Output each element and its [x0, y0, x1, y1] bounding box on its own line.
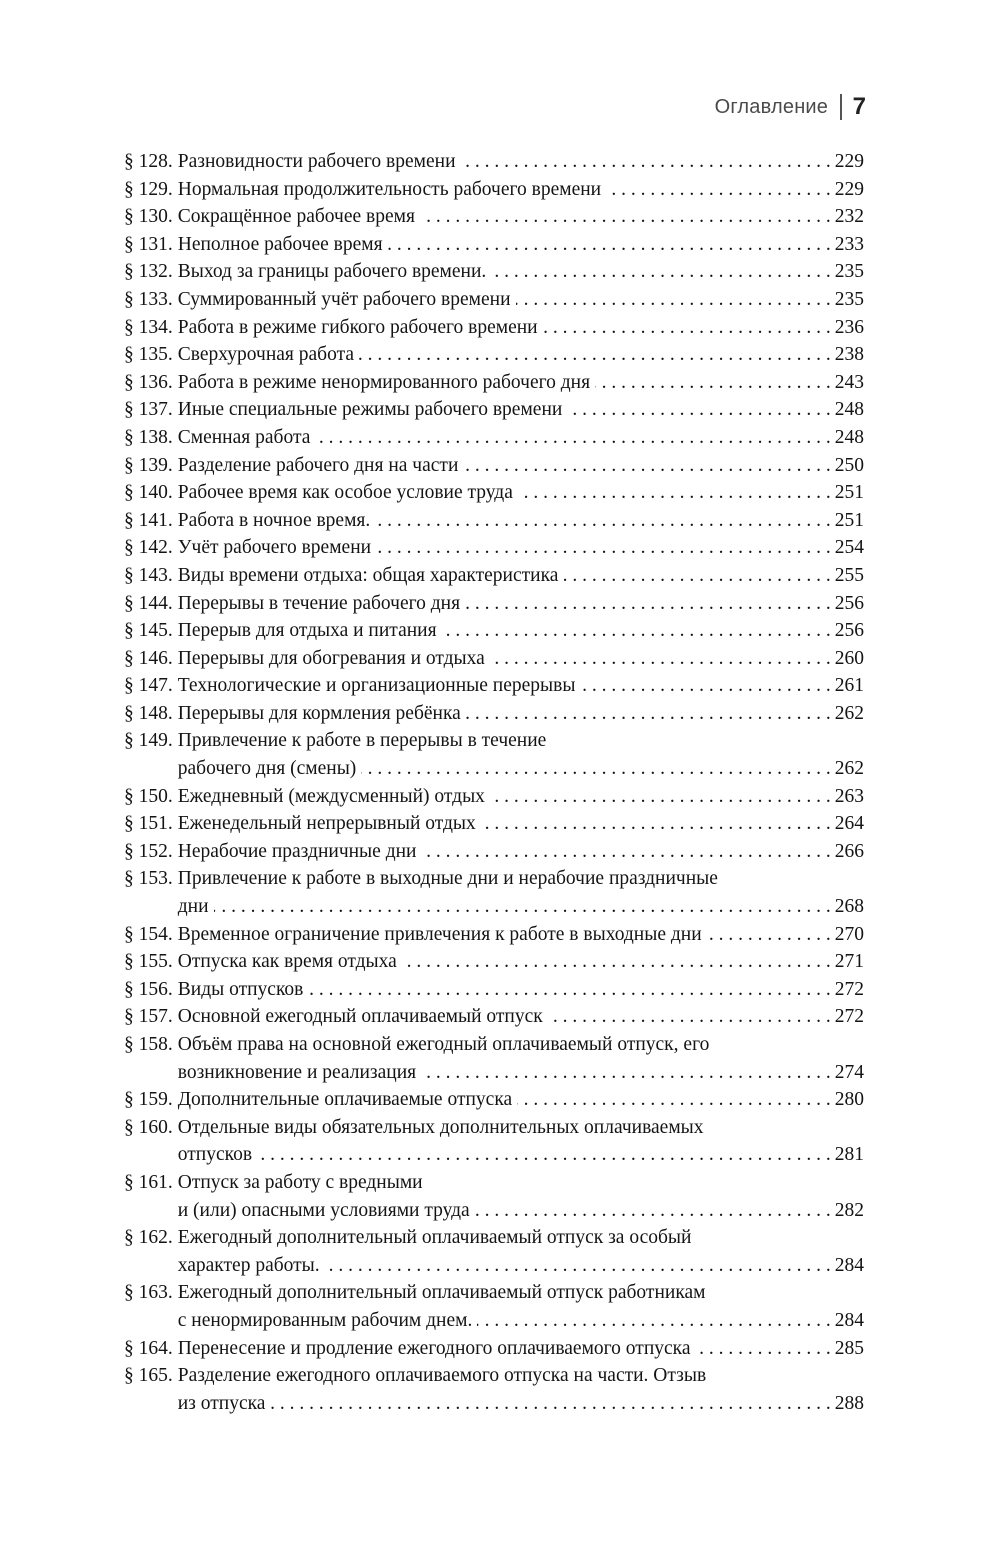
toc-entry[interactable] — [124, 396, 864, 424]
toc-entry[interactable] — [124, 1003, 864, 1031]
toc-entry[interactable] — [124, 865, 864, 920]
entry-page-number: 251 — [834, 482, 864, 504]
entry-body — [178, 562, 864, 590]
toc-entry[interactable] — [124, 617, 864, 645]
entry-last-line — [178, 1252, 864, 1280]
section-title: Оглавление — [714, 95, 829, 118]
toc-entry[interactable] — [124, 1335, 864, 1363]
entry-title-line: отпусков — [177, 1144, 253, 1166]
entry-last-line — [178, 424, 864, 452]
entry-body — [178, 810, 864, 838]
entry-last-line — [178, 369, 864, 397]
entry-last-line — [178, 258, 864, 286]
entry-body — [178, 203, 864, 231]
section-number: § 163. — [124, 1282, 173, 1304]
dot-leader — [567, 396, 830, 424]
dot-leader — [466, 700, 831, 728]
section-number: § 153. — [124, 868, 173, 890]
section-number: § 128. — [124, 151, 173, 172]
dot-leader — [481, 810, 831, 838]
toc-entry[interactable] — [124, 1169, 864, 1224]
section-number: § 141. — [124, 509, 173, 531]
toc-entry[interactable] — [124, 700, 864, 728]
entry-body — [178, 838, 864, 866]
entry-page-number: 263 — [834, 785, 864, 807]
entry-last-line — [178, 148, 864, 176]
dot-leader — [420, 203, 831, 231]
toc-entry[interactable] — [124, 783, 864, 811]
entry-page-number: 255 — [834, 564, 864, 586]
entry-page-number: 272 — [834, 978, 864, 1000]
entry-title-line: Нормальная продолжительность рабочего времени — [177, 178, 602, 200]
entry-body — [178, 369, 864, 397]
entry-last-line — [178, 534, 864, 562]
toc-entry[interactable] — [124, 424, 864, 452]
dot-leader — [563, 562, 830, 590]
entry-last-line — [178, 617, 864, 645]
entry-title-line: Перерывы для обогревания и отдыха — [177, 647, 485, 669]
entry-title-line: Временное ограничение привлечения к работе в выходные дни — [177, 923, 702, 945]
entry-title-line: Разделение ежегодного оплачиваемого отпуска на части. Отзыв — [177, 1365, 707, 1387]
entry-page-number: 280 — [834, 1089, 864, 1111]
entry-title-line: рабочего дня (смены) — [177, 758, 357, 780]
section-number: § 135. — [124, 344, 173, 366]
dot-leader — [270, 1390, 830, 1418]
entry-body — [178, 1335, 864, 1363]
entry-body — [178, 1224, 864, 1279]
toc-entry[interactable] — [124, 1362, 864, 1417]
entry-page-number: 235 — [834, 288, 864, 310]
section-number: § 159. — [124, 1089, 173, 1111]
entry-title-line: Ежегодный дополнительный оплачиваемый отпуск за особый — [177, 1227, 692, 1249]
dot-leader — [461, 148, 831, 176]
section-number: § 132. — [124, 261, 173, 283]
toc-entry[interactable] — [124, 1114, 864, 1169]
toc-entry[interactable] — [124, 452, 864, 480]
entry-body — [178, 148, 864, 176]
entry-page-number: 229 — [834, 151, 864, 172]
entry-page-number: 238 — [834, 344, 864, 366]
entry-last-line — [178, 396, 864, 424]
dot-leader — [257, 1141, 831, 1169]
section-number: § 140. — [124, 482, 173, 504]
entry-body — [178, 1279, 864, 1334]
entry-title-line: Дополнительные оплачиваемые отпуска — [177, 1089, 513, 1111]
entry-body — [178, 396, 864, 424]
entry-title-line: Отпуск за работу с вредными — [177, 1171, 423, 1193]
entry-title-line: Объём права на основной ежегодный оплачиваемый отпуск, его — [177, 1034, 710, 1055]
entry-body — [178, 1114, 864, 1169]
entry-body — [178, 976, 864, 1004]
header-divider — [840, 94, 842, 120]
entry-last-line — [178, 590, 864, 618]
dot-leader — [388, 231, 831, 259]
entry-body — [178, 286, 864, 314]
toc-entry[interactable] — [124, 341, 864, 369]
section-number: § 148. — [124, 702, 173, 724]
dot-leader — [375, 507, 830, 535]
entry-title-line: Сверхурочная работа — [177, 344, 354, 366]
entry-page-number: 285 — [834, 1337, 864, 1359]
entry-page-number: 274 — [834, 1061, 864, 1083]
entry-last-line — [178, 921, 864, 949]
section-number: § 158. — [124, 1034, 173, 1055]
dot-leader — [308, 976, 830, 1004]
section-number: § 133. — [124, 288, 173, 310]
entry-body — [178, 1003, 864, 1031]
dot-leader — [465, 590, 831, 618]
toc-entry[interactable] — [124, 948, 864, 976]
section-number: § 164. — [124, 1337, 173, 1359]
toc-entry[interactable] — [124, 810, 864, 838]
dot-leader — [463, 452, 830, 480]
dot-leader — [477, 1307, 830, 1335]
entry-last-line — [178, 479, 864, 507]
entry-body — [178, 507, 864, 535]
entry-page-number: 256 — [834, 592, 864, 614]
section-number: § 155. — [124, 951, 173, 973]
entry-last-line — [178, 672, 864, 700]
entry-title-line: Основной ежегодный оплачиваемый отпуск — [177, 1006, 543, 1028]
entry-title-line: Суммированный учёт рабочего времени — [177, 288, 511, 310]
entry-title-line: Виды времени отдыха: общая характеристика — [177, 564, 559, 586]
section-number: § 139. — [124, 454, 173, 476]
toc-entry[interactable] — [124, 231, 864, 259]
entry-title-line: Отдельные виды обязательных дополнительных оплачиваемых — [177, 1116, 704, 1138]
entry-title-line: Еженедельный непрерывный отдых — [177, 813, 476, 835]
section-number: § 149. — [124, 730, 173, 752]
entry-page-number: 264 — [834, 813, 864, 835]
section-number: § 160. — [124, 1116, 173, 1138]
entry-body — [178, 672, 864, 700]
entry-title-line: Выход за границы рабочего времени. — [177, 261, 487, 283]
section-number: § 161. — [124, 1171, 173, 1193]
toc-entry[interactable] — [124, 1279, 864, 1334]
entry-last-line — [178, 203, 864, 231]
entry-body — [178, 865, 864, 920]
toc-entry[interactable] — [124, 203, 864, 231]
entry-last-line — [178, 645, 864, 673]
entry-body — [178, 948, 864, 976]
section-number: § 130. — [124, 206, 173, 228]
entry-page-number: 281 — [834, 1144, 864, 1166]
entry-title-line: возникновение и реализация — [177, 1061, 417, 1083]
dot-leader — [696, 1335, 831, 1363]
toc-entry[interactable] — [124, 645, 864, 673]
section-number: § 147. — [124, 675, 173, 697]
entry-page-number: 256 — [834, 620, 864, 642]
entry-title-line: Иные специальные режимы рабочего времени — [177, 399, 563, 421]
entry-last-line — [178, 1141, 864, 1169]
entry-page-number: 268 — [834, 896, 864, 918]
dot-leader — [475, 1197, 831, 1225]
dot-leader — [421, 838, 830, 866]
entry-last-line — [178, 1197, 864, 1225]
dot-leader — [402, 948, 831, 976]
entry-body — [178, 1169, 864, 1224]
toc-entry[interactable] — [124, 1031, 864, 1086]
toc-entry[interactable] — [124, 727, 864, 782]
section-number: § 134. — [124, 316, 173, 338]
entry-page-number: 271 — [834, 951, 864, 973]
entry-body — [178, 1031, 864, 1086]
toc-entry[interactable] — [124, 534, 864, 562]
toc-entry[interactable] — [124, 921, 864, 949]
entry-body — [178, 645, 864, 673]
section-number: § 157. — [124, 1006, 173, 1028]
dot-leader — [376, 534, 831, 562]
section-number: § 143. — [124, 564, 173, 586]
toc-entry[interactable] — [124, 479, 864, 507]
entry-title-line: Отпуска как время отдыха — [177, 951, 397, 973]
entry-page-number: 250 — [834, 454, 864, 476]
entry-title-line: из отпуска — [177, 1392, 266, 1414]
entry-page-number: 260 — [834, 647, 864, 669]
entry-last-line — [178, 286, 864, 314]
section-number: § 138. — [124, 426, 173, 448]
section-number: § 136. — [124, 371, 173, 393]
table-of-contents — [124, 148, 864, 1417]
section-number: § 144. — [124, 592, 173, 614]
entry-title-line: Перерывы для кормления ребёнка — [177, 702, 461, 724]
entry-body — [178, 314, 864, 342]
entry-body — [178, 452, 864, 480]
dot-leader — [707, 921, 831, 949]
entry-last-line — [178, 562, 864, 590]
dot-leader — [548, 1003, 831, 1031]
entry-last-line — [178, 838, 864, 866]
entry-title-line: Рабочее время как особое условие труда — [177, 482, 513, 504]
section-number: § 152. — [124, 840, 173, 862]
dot-leader — [606, 176, 831, 204]
entry-page-number: 248 — [834, 426, 864, 448]
section-number: § 137. — [124, 399, 173, 421]
entry-body — [178, 258, 864, 286]
entry-last-line — [178, 948, 864, 976]
entry-last-line — [178, 755, 864, 783]
entry-title-line: Работа в режиме ненормированного рабочего дня — [177, 371, 591, 393]
entry-title-line: Разделение рабочего дня на части — [177, 454, 459, 476]
section-number: § 129. — [124, 178, 173, 200]
dot-leader — [517, 1086, 831, 1114]
entry-body — [178, 1086, 864, 1114]
toc-entry[interactable] — [124, 369, 864, 397]
entry-last-line — [178, 314, 864, 342]
dot-leader — [490, 645, 831, 673]
entry-body — [178, 424, 864, 452]
toc-entry[interactable] — [124, 976, 864, 1004]
section-number: § 150. — [124, 785, 173, 807]
entry-last-line — [178, 893, 864, 921]
entry-body — [178, 921, 864, 949]
entry-last-line — [178, 1086, 864, 1114]
dot-leader — [491, 258, 830, 286]
dot-leader — [518, 479, 831, 507]
entry-last-line — [178, 1335, 864, 1363]
toc-entry[interactable] — [124, 507, 864, 535]
entry-page-number: 251 — [834, 509, 864, 531]
dot-leader — [214, 893, 831, 921]
entry-title-line: дни — [177, 896, 209, 918]
entry-page-number: 233 — [834, 233, 864, 255]
section-number: § 145. — [124, 620, 173, 642]
dot-leader — [442, 617, 831, 645]
entry-body — [178, 479, 864, 507]
entry-page-number: 236 — [834, 316, 864, 338]
toc-entry[interactable] — [124, 672, 864, 700]
entry-body — [178, 783, 864, 811]
entry-last-line — [178, 783, 864, 811]
entry-page-number: 288 — [834, 1392, 864, 1414]
entry-last-line — [178, 176, 864, 204]
entry-title-line: и (или) опасными условиями труда — [177, 1199, 470, 1221]
entry-title-line: Перенесение и продление ежегодного оплачиваемого отпуска — [177, 1337, 691, 1359]
entry-title-line: Технологические и организационные перерывы — [177, 675, 576, 697]
entry-body — [178, 617, 864, 645]
section-number: § 151. — [124, 813, 173, 835]
entry-title-line: Привлечение к работе в выходные дни и нерабочие праздничные — [177, 868, 718, 890]
entry-title-line: Учёт рабочего времени — [177, 537, 372, 559]
entry-title-line: Ежегодный дополнительный оплачиваемый отпуск работникам — [177, 1282, 706, 1304]
toc-entry[interactable] — [124, 258, 864, 286]
entry-body — [178, 727, 864, 782]
entry-title-line: Виды отпусков — [177, 978, 304, 1000]
entry-page-number: 261 — [834, 675, 864, 697]
entry-page-number: 243 — [834, 371, 864, 393]
entry-page-number: 235 — [834, 261, 864, 283]
section-number: § 165. — [124, 1365, 173, 1387]
toc-entry[interactable] — [124, 562, 864, 590]
entry-title-line: Работа в режиме гибкого рабочего времени — [177, 316, 538, 338]
entry-last-line — [178, 700, 864, 728]
section-number: § 146. — [124, 647, 173, 669]
entry-page-number: 229 — [834, 178, 864, 200]
entry-body — [178, 231, 864, 259]
dot-leader — [421, 1059, 831, 1087]
dot-leader — [516, 286, 831, 314]
toc-entry[interactable] — [124, 1086, 864, 1114]
entry-title-line: Работа в ночное время. — [177, 509, 371, 531]
running-head — [715, 93, 866, 121]
toc-entry[interactable] — [124, 838, 864, 866]
dot-leader — [490, 783, 831, 811]
entry-last-line — [178, 1003, 864, 1031]
section-number: § 131. — [124, 233, 173, 255]
entry-page-number: 248 — [834, 399, 864, 421]
entry-page-number: 284 — [834, 1309, 864, 1331]
entry-page-number: 272 — [834, 1006, 864, 1028]
entry-last-line — [178, 810, 864, 838]
dot-leader — [543, 314, 831, 342]
entry-page-number: 282 — [834, 1199, 864, 1221]
entry-title-line: Разновидности рабочего времени — [177, 151, 456, 172]
dot-leader — [359, 341, 831, 369]
entry-last-line — [178, 341, 864, 369]
entry-title-line: характер работы. — [177, 1254, 320, 1276]
section-number: § 154. — [124, 923, 173, 945]
section-number: § 142. — [124, 537, 173, 559]
section-number: § 162. — [124, 1227, 173, 1249]
toc-entry[interactable] — [124, 148, 864, 176]
entry-last-line — [178, 507, 864, 535]
entry-title-line: с ненормированным рабочим днем. — [177, 1309, 473, 1331]
page-number: 7 — [852, 93, 866, 120]
entry-last-line — [178, 231, 864, 259]
entry-body — [178, 1362, 864, 1417]
entry-page-number: 270 — [834, 923, 864, 945]
dot-leader — [361, 755, 830, 783]
dot-leader — [580, 672, 830, 700]
entry-title-line: Сменная работа — [177, 426, 311, 448]
entry-title-line: Перерывы в течение рабочего дня — [177, 592, 461, 614]
entry-last-line — [178, 1390, 864, 1418]
dot-leader — [325, 1252, 831, 1280]
entry-title-line: Привлечение к работе в перерывы в течение — [177, 730, 547, 752]
section-number: § 156. — [124, 978, 173, 1000]
toc-entry[interactable] — [124, 176, 864, 204]
entry-last-line — [178, 1059, 864, 1087]
entry-body — [178, 534, 864, 562]
entry-page-number: 266 — [834, 840, 864, 862]
entry-body — [178, 700, 864, 728]
toc-entry[interactable] — [124, 590, 864, 618]
entry-title-line: Перерыв для отдыха и питания — [177, 620, 437, 642]
entry-page-number: 254 — [834, 537, 864, 559]
entry-title-line: Ежедневный (междусменный) отдых — [177, 785, 485, 807]
dot-leader — [315, 424, 830, 452]
toc-entry[interactable] — [124, 314, 864, 342]
entry-body — [178, 176, 864, 204]
toc-entry[interactable] — [124, 286, 864, 314]
entry-page-number: 284 — [834, 1254, 864, 1276]
entry-last-line — [178, 976, 864, 1004]
entry-title-line: Сокращённое рабочее время — [177, 206, 415, 228]
entry-page-number: 262 — [834, 702, 864, 724]
entry-body — [178, 590, 864, 618]
toc-entry[interactable] — [124, 1224, 864, 1279]
entry-title-line: Нерабочие праздничные дни — [177, 840, 417, 862]
entry-page-number: 262 — [834, 758, 864, 780]
entry-title-line: Неполное рабочее время — [177, 233, 383, 255]
entry-last-line — [178, 1307, 864, 1335]
dot-leader — [595, 369, 831, 397]
entry-page-number: 232 — [834, 206, 864, 228]
entry-body — [178, 341, 864, 369]
entry-last-line — [178, 452, 864, 480]
